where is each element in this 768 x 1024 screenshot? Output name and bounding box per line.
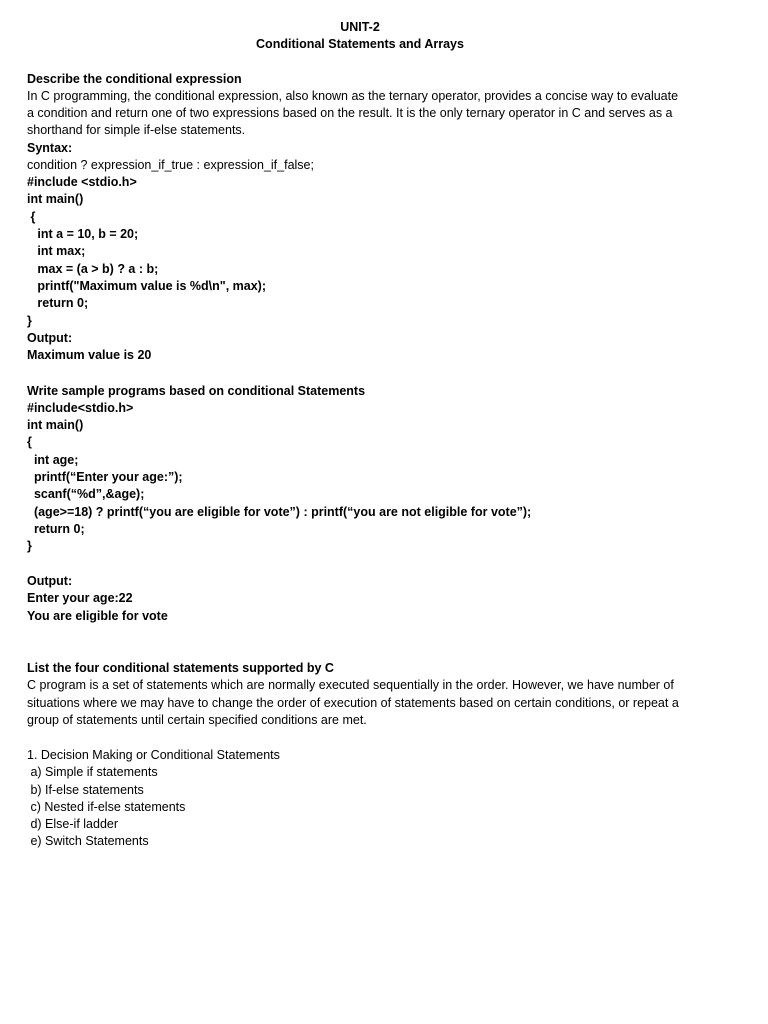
syntax-label: Syntax: xyxy=(27,141,73,155)
code-line: scanf(“%d”,&age); xyxy=(27,487,145,501)
code-line: int main() xyxy=(27,192,84,206)
code-line: printf("Maximum value is %d\n", max); xyxy=(27,279,266,293)
code-line: } xyxy=(27,314,32,328)
code-line: return 0; xyxy=(27,296,89,310)
code-line: int max; xyxy=(27,244,86,258)
code-line: #include<stdio.h> xyxy=(27,401,134,415)
code-line: return 0; xyxy=(27,522,85,536)
code-line: max = (a > b) ? a : b; xyxy=(27,262,159,276)
section1-para-line: a condition and return one of two expressions based on the result. It is the only ternary operator in C and serves as a xyxy=(27,106,673,120)
section1-heading: Describe the conditional expression xyxy=(27,72,242,86)
output-text: You are eligible for vote xyxy=(27,609,168,623)
syntax-text: condition ? expression_if_true : expression_if_false; xyxy=(27,158,314,172)
output-text: Maximum value is 20 xyxy=(27,348,152,362)
list-item: d) Else-if ladder xyxy=(27,817,119,831)
list-item: e) Switch Statements xyxy=(27,834,149,848)
code-line: #include <stdio.h> xyxy=(27,175,137,189)
code-line: int age; xyxy=(27,453,79,467)
list-title: 1. Decision Making or Conditional Statements xyxy=(27,748,280,762)
output-label: Output: xyxy=(27,574,73,588)
code-line: } xyxy=(27,539,32,553)
section2-heading: Write sample programs based on conditional Statements xyxy=(27,384,366,398)
section3-para-line: C program is a set of statements which are normally executed sequentially in the order. However, we have number of xyxy=(27,678,674,692)
page-title: Conditional Statements and Arrays xyxy=(256,37,464,51)
output-label: Output: xyxy=(27,331,73,345)
section1-para-line: In C programming, the conditional expression, also known as the ternary operator, provides a concise way to evaluate xyxy=(27,89,679,103)
unit-label: UNIT-2 xyxy=(340,20,380,34)
section3-para-line: group of statements until certain specified conditions are met. xyxy=(27,713,367,727)
code-line: (age>=18) ? printf(“you are eligible for vote”) : printf(“you are not eligible for vote”); xyxy=(27,505,532,519)
code-line: int main() xyxy=(27,418,84,432)
code-line: { xyxy=(27,435,32,449)
section1-para-line: shorthand for simple if-else statements. xyxy=(27,123,246,137)
code-line: printf(“Enter your age:”); xyxy=(27,470,183,484)
section3-heading: List the four conditional statements supported by C xyxy=(27,661,334,675)
list-item: a) Simple if statements xyxy=(27,765,158,779)
list-item: c) Nested if-else statements xyxy=(27,800,186,814)
code-line: { xyxy=(27,210,36,224)
list-item: b) If-else statements xyxy=(27,783,144,797)
code-line: int a = 10, b = 20; xyxy=(27,227,139,241)
section3-para-line: situations where we may have to change the order of execution of statements based on certain conditions, or repeat a xyxy=(27,696,679,710)
output-text: Enter your age:22 xyxy=(27,591,133,605)
